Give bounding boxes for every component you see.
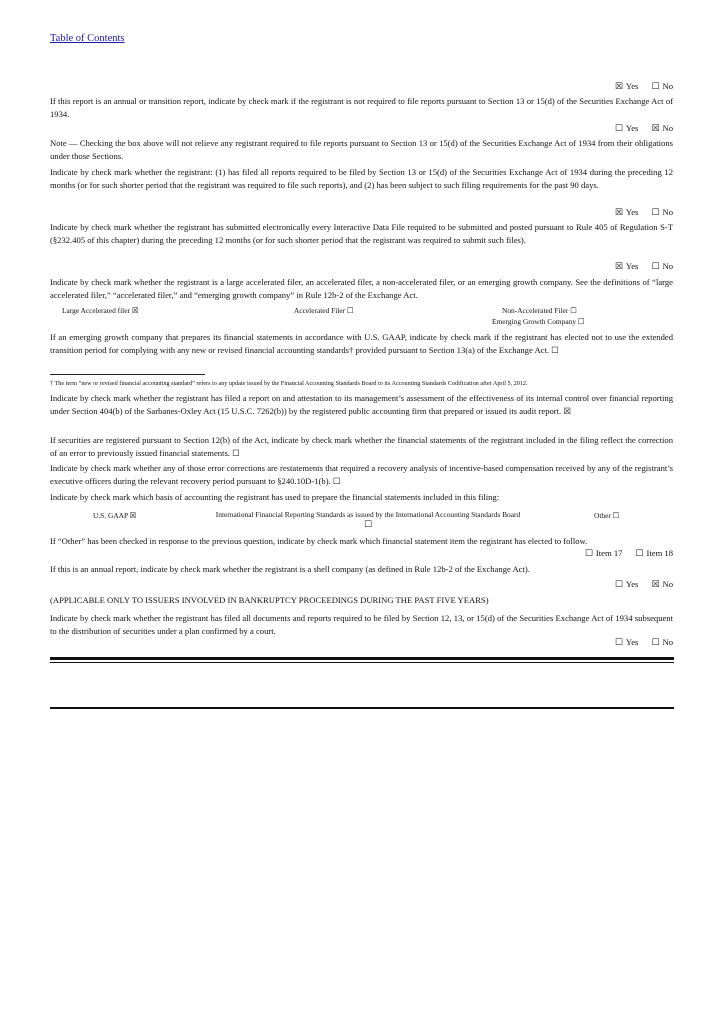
ifrs-option: [180, 510, 556, 530]
footnote: † The term “new or revised financial accounting standard” refers to any update issued by the Financial Accounting Standards Board to its Accounting Standards Codification after April 5, 2012.: [50, 380, 528, 387]
item-17-label: Item 17: [595, 548, 623, 558]
paragraph-accounting-basis: Indicate by check mark which basis of accounting the registrant has used to prepare the financial statements included in this filing:: [50, 492, 500, 502]
checkbox-yes-4[interactable]: ☒: [614, 262, 623, 272]
paragraph-filer-status: Indicate by check mark whether the registrant is a large accelerated filer, an accelerated filer, a non-accelerated filer, or an emerging growth company. See the definitions of “large accelerated filer,” “accelerated filer,” and “emerging growth company” in Rule 12b-2 of the Exchange Act.: [50, 277, 673, 300]
yes-label: Yes: [625, 123, 639, 133]
large-accelerated-filer[interactable]: Large Accelerated filer ☒: [62, 306, 139, 315]
footnote-divider: [50, 374, 205, 375]
yes-label: Yes: [625, 637, 639, 647]
page-end-rule-thin: [50, 662, 674, 663]
checkbox-no-1[interactable]: ☐: [651, 82, 660, 92]
no-label: No: [662, 261, 673, 271]
paragraph-restatements: Indicate by check mark whether any of those error corrections are restatements that required a recovery analysis of incentive-based compensation received by any of the registrant’s executive officers during the relevant recovery period pursuant to §240.10D-1(b). ☐: [50, 463, 673, 486]
yes-label: Yes: [625, 81, 639, 91]
yes-no-row-6: [50, 636, 673, 649]
checkbox-yes-6[interactable]: ☐: [614, 638, 623, 648]
no-label: No: [662, 637, 673, 647]
paragraph-emerging-growth: If an emerging growth company that prepares its financial statements in accordance with U.S. GAAP, indicate by check mark if the registrant has elected not to use the extended transition period for complying with any new or revised financial accounting standards† provided pursuant to Section 13(a) of the Exchange Act. ☐: [50, 332, 673, 355]
non-accelerated-filer[interactable]: Non-Accelerated Filer ☐: [502, 306, 577, 315]
paragraph-other-item: If “Other” has been checked in response to the previous question, indicate by check mark which financial statement item the registrant has elected to follow.: [50, 536, 588, 546]
no-label: No: [662, 579, 673, 589]
checkbox-no-3[interactable]: ☐: [651, 208, 660, 218]
checkbox-no-6[interactable]: ☐: [651, 638, 660, 648]
checkbox-yes-5[interactable]: ☐: [614, 580, 623, 590]
no-label: No: [662, 81, 673, 91]
item-18-label: Item 18: [646, 548, 673, 558]
item-choice-row: [50, 547, 673, 560]
paragraph-filed-reports: Indicate by check mark whether the registrant: (1) has filed all reports required to be filed by Section 13 or 15(d) of the Securities Exchange Act of 1934 during the preceding 12 months (or for such shorter period that the registrant was required to file such reports), and (2) has been subject to such filing requirements for the past 90 days.: [50, 167, 673, 190]
checkbox-item-18[interactable]: ☐: [635, 549, 644, 559]
checkbox-no-4[interactable]: ☐: [651, 262, 660, 272]
no-label: No: [662, 123, 673, 133]
no-label: No: [662, 207, 673, 217]
ifrs-checkbox[interactable]: ☐: [363, 520, 373, 530]
paragraph-shell-company: If this is an annual report, indicate by check mark whether the registrant is a shell company (as defined in Rule 12b-2 of the Exchange Act).: [50, 564, 530, 574]
us-gaap-option[interactable]: U.S. GAAP ☒: [93, 511, 137, 520]
yes-label: Yes: [625, 579, 639, 589]
paragraph-note: Note — Checking the box above will not relieve any registrant required to file reports pursuant to Section 13 or 15(d) of the Securities Exchange Act of 1934 from their obligations under those Sections.: [50, 138, 673, 161]
paragraph-interactive-data: Indicate by check mark whether the registrant has submitted electronically every Interactive Data File required to be submitted and posted pursuant to Rule 405 of Regulation S-T (§232.405 of this chapter) during the preceding 12 months (or for such shorter period that the registrant was required to submit such files).: [50, 222, 673, 245]
paragraph-attestation: Indicate by check mark whether the registrant has filed a report on and attestation to its management’s assessment of the effectiveness of its internal control over financial reporting under Section 404(b) of the Sarbanes-Oxley Act (15 U.S.C. 7262(b)) by the registered public accounting firm that prepared or issued its audit report. ☒: [50, 393, 673, 416]
paragraph-transition: If this report is an annual or transition report, indicate by check mark if the registrant is not required to file reports pursuant to Section 13 or 15(d) of the Securities Exchange Act of 1934.: [50, 96, 673, 119]
yes-no-row-4: [50, 260, 673, 273]
page-bottom-rule: [50, 707, 674, 709]
ifrs-label: International Financial Reporting Standards as issued by the International Accounting Standards Board: [215, 510, 521, 519]
emerging-growth-company[interactable]: Emerging Growth Company ☐: [492, 317, 585, 326]
checkbox-yes-3[interactable]: ☒: [614, 208, 623, 218]
checkbox-no-2[interactable]: ☒: [651, 124, 660, 134]
yes-no-row-5: [50, 578, 673, 591]
paragraph-section-12b: If securities are registered pursuant to Section 12(b) of the Act, indicate by check mark whether the financial statements of the registrant included in the filing reflect the correction of an error to previously issued financial statements. ☐: [50, 435, 673, 458]
yes-no-row-2: [50, 122, 673, 135]
yes-no-row-1: [50, 80, 673, 93]
table-of-contents-link[interactable]: Table of Contents: [50, 33, 125, 44]
checkbox-yes-2[interactable]: ☐: [614, 124, 623, 134]
paragraph-bankruptcy: Indicate by check mark whether the registrant has filed all documents and reports required to be filed by Section 12, 13, or 15(d) of the Securities Exchange Act of 1934 subsequent to the distribution of securities under a plan confirmed by a court.: [50, 613, 673, 636]
page-end-rule-thick: [50, 657, 674, 660]
checkbox-no-5[interactable]: ☒: [651, 580, 660, 590]
other-option[interactable]: Other ☐: [594, 511, 620, 520]
yes-no-row-3: [50, 206, 673, 219]
accelerated-filer[interactable]: Accelerated Filer ☐: [294, 306, 354, 315]
yes-label: Yes: [625, 261, 639, 271]
checkbox-item-17[interactable]: ☐: [584, 549, 593, 559]
checkbox-yes-1[interactable]: ☒: [614, 82, 623, 92]
bankruptcy-heading: (APPLICABLE ONLY TO ISSUERS INVOLVED IN BANKRUPTCY PROCEEDINGS DURING THE PAST FIVE YEARS): [50, 595, 489, 605]
yes-label: Yes: [625, 207, 639, 217]
